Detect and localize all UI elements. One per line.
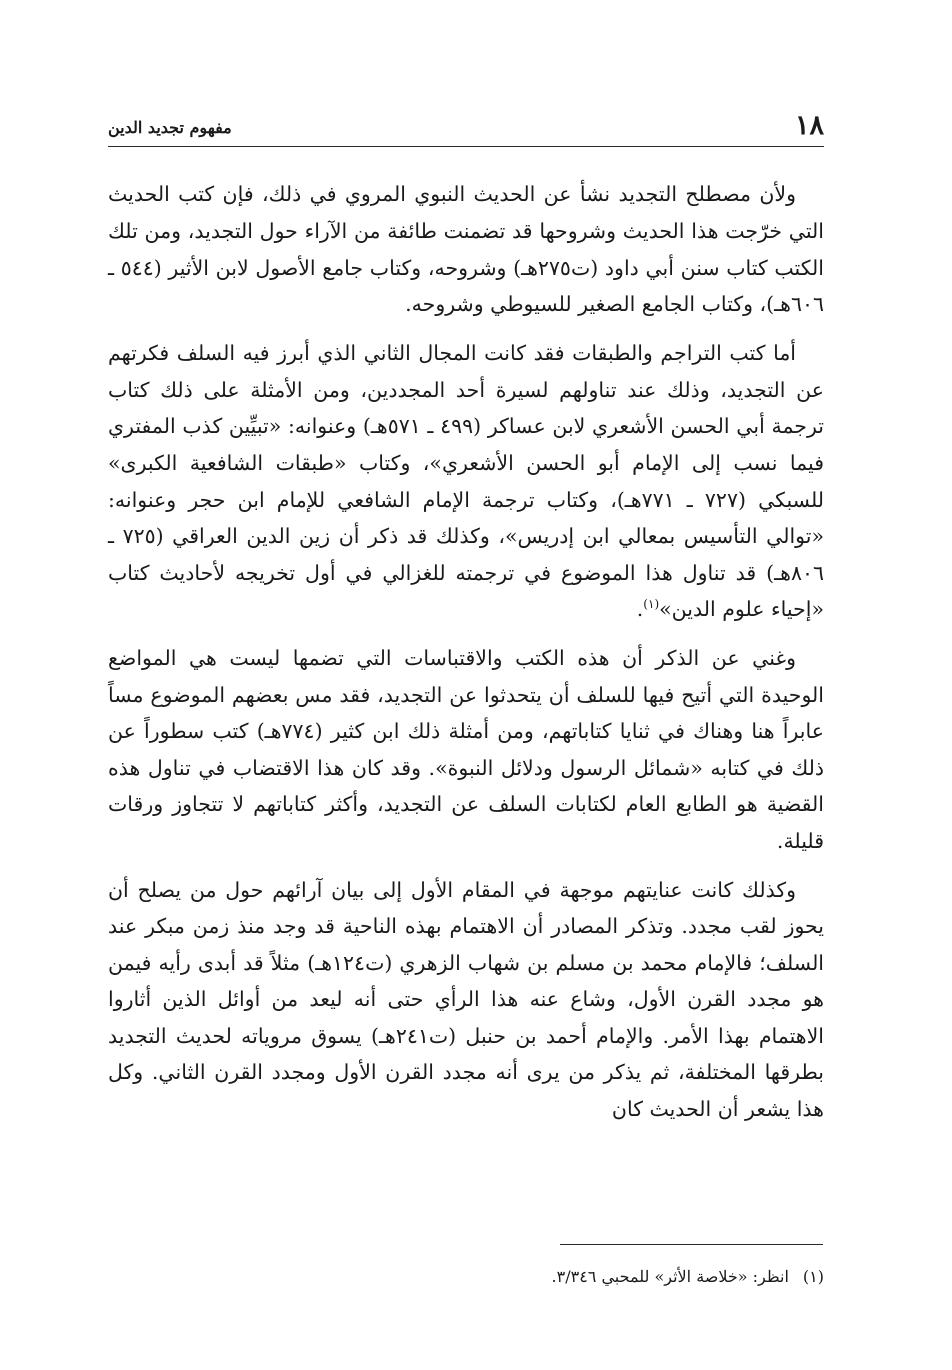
- page-number: ١٨: [794, 110, 824, 141]
- body-text: [108, 176, 824, 1140]
- footnote-number: (١): [802, 1267, 824, 1286]
- page-header: [108, 100, 824, 147]
- paragraph-2: [108, 335, 824, 628]
- footnote-text: انظر: «خلاصة الأثر» للمحبي ٣/٣٤٦.: [551, 1267, 789, 1286]
- footnote: [420, 1265, 824, 1289]
- footnote-marker: (١): [643, 597, 660, 612]
- paragraph-2-text: أما كتب التراجم والطبقات فقد كانت المجال الثاني الذي أبرز فيه السلف فكرتهم عن التجديد، وذلك عند تناولهم لسيرة أحد المجددين، ومن الأمثلة على ذلك كتاب ترجمة أبي الحسن الأشعري لابن عساكر (٤٩٩ ـ ٥٧١هـ) وعنوانه: «تبيِّين كذب المفتري فيما نسب إلى الإمام أبو الحسن الأشعري»، وكتاب «طبقات الشافعية الكبرى» للسبكي (٧٢٧ ـ ٧٧١هـ)، وكتاب ترجمة الإمام الشافعي للإمام ابن حجر وعنوانه: «توالي التأسيس بمعالي ابن إدريس»، وكذلك قد ذكر أن زين الدين العراقي (٧٢٥ ـ ٨٠٦هـ) قد تناول هذا الموضوع في ترجمته للغزالي في أول تخريجه لأحاديث كتاب «إحياء علوم الدين»: [108, 341, 825, 622]
- paragraph-4: وكذلك كانت عنايتهم موجهة في المقام الأول إلى بيان آرائهم حول من يصلح أن يحوز لقب مجدد. وتذكر المصادر أن الاهتمام بهذه الناحية قد وجد منذ زمن مبكر عند السلف؛ فالإمام محمد بن مسلم بن شهاب الزهري (ت١٢٤هـ) مثلاً قد أبدى رأيه فيمن هو مجدد القرن الأول، وشاع عنه هذا الرأي حتى أنه ليعد من أوائل الذين أثاروا الاهتمام بهذا الأمر. والإمام أحمد بن حنبل (ت٢٤١هـ) يسوق مروياته لحديث التجديد بطرقها المختلفة، ثم يذكر من يرى أنه مجدد القرن الأول ومجدد القرن الثاني. وكل هذا يشعر أن الحديث كان: [108, 877, 825, 1122]
- paragraph-2-end: .: [636, 597, 644, 622]
- running-title: مفهوم تجديد الدين: [108, 118, 232, 137]
- paragraph-3: وغني عن الذكر أن هذه الكتب والاقتباسات التي تضمها ليست هي المواضع الوحيدة التي أتيح فيها للسلف أن يتحدثوا عن التجديد، فقد مس بعضهم الموضوع مساً عابراً هنا وهناك في ثنايا كتاباتهم، ومن أمثلة ذلك ابن كثير (٧٧٤هـ) كتب سطوراً عن ذلك في كتابه «شمائل الرسول ودلائل النبوة». وقد كان هذا الاقتضاب في تناول هذه القضية هو الطابع العام لكتابات السلف عن التجديد، وأكثر كتاباتهم لا تتجاوز ورقات قليلة.: [108, 645, 824, 853]
- paragraph-1: ولأن مصطلح التجديد نشأ عن الحديث النبوي المروي في ذلك، فإن كتب الحديث التي خرّجت هذا الحديث وشروحها قد تضمنت طائفة من الآراء حول التجديد، ومن تلك الكتب كتاب سنن أبي داود (ت٢٧٥هـ) وشروحه، وكتاب جامع الأصول لابن الأثير (٥٤٤ ـ ٦٠٦هـ)، وكتاب الجامع الصغير للسيوطي وشروحه.: [108, 182, 824, 317]
- footnote-divider: [560, 1244, 823, 1245]
